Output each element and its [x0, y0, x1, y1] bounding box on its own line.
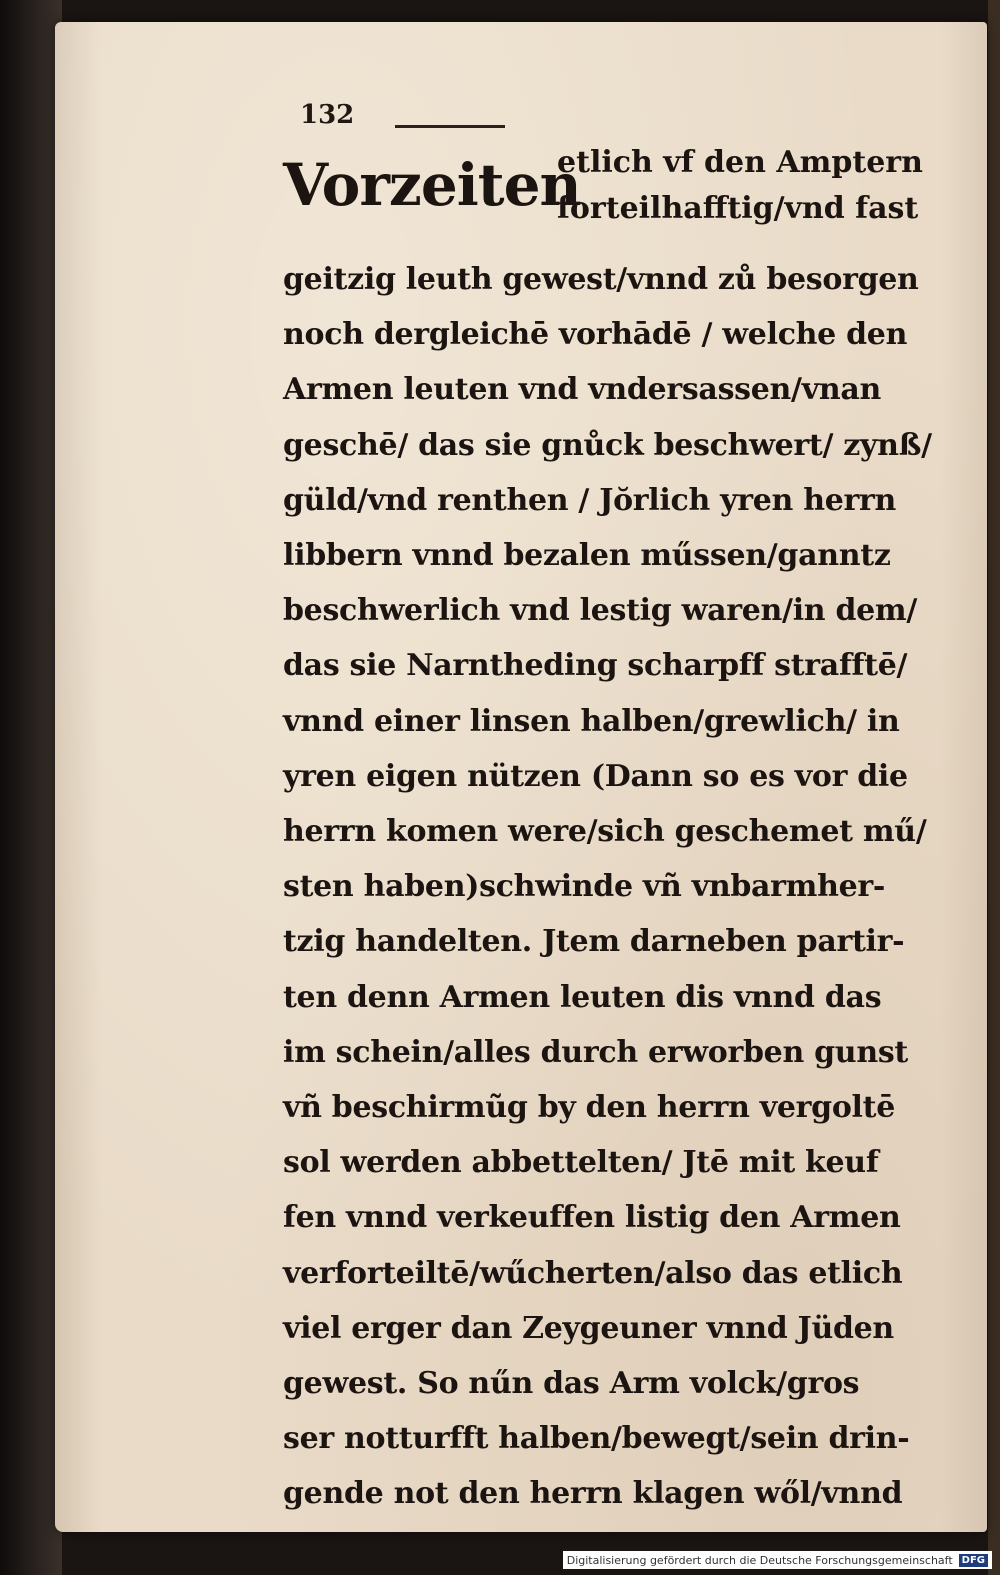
- text-line: gende not den herrn klagen wől/vnnd: [283, 1476, 903, 1512]
- text-line: forteilhafftig/vnd fast: [557, 191, 919, 226]
- text-line: geitzig leuth gewest/vnnd zů besorgen: [283, 262, 919, 297]
- digitization-credit: [563, 1551, 992, 1569]
- text-line: sten haben)schwinde vñ vnbarmher-: [283, 869, 886, 905]
- text-line: güld/vnd renthen / Jŏrlich yren herrn: [283, 482, 897, 518]
- text-line: yren eigen nützen (Dann so es vor die: [283, 758, 908, 794]
- text-line: verforteiltē/wűcherten/also das etlich: [283, 1255, 903, 1291]
- opening-lines: [557, 140, 923, 232]
- text-line: etlich vf den Amptern: [557, 145, 923, 180]
- text-line: fen vnnd verkeuffen listig den Armen: [283, 1200, 901, 1236]
- text-line: ten denn Armen leuten dis vnnd das: [283, 979, 882, 1015]
- book-edge-right: [988, 0, 1000, 1575]
- text-line: gewest. So nűn das Arm volck/gros: [283, 1366, 860, 1402]
- book-edge-left: [0, 0, 62, 1575]
- text-line: vñ beschirmũg by den herrn vergoltē: [283, 1090, 895, 1126]
- text-line: geschē/ das sie gnůck beschwert/ zynß/: [283, 427, 932, 463]
- opening-row: [283, 140, 948, 252]
- text-line: tzig handelten. Jtem darneben partir-: [283, 924, 905, 960]
- header-rule: [395, 125, 505, 128]
- text-line: das sie Narntheding scharpff strafftē/: [283, 648, 908, 684]
- dfg-logo: DFG: [959, 1554, 988, 1567]
- text-line: im schein/alles durch erworben gunst: [283, 1034, 908, 1070]
- page-number: 132: [300, 100, 355, 130]
- text-line: libbern vnnd bezalen műssen/ganntz: [283, 538, 891, 574]
- text-line: vnnd einer linsen halben/grewlich/ in: [283, 703, 900, 739]
- text-line: herrn komen were/sich geschemet mű/: [283, 814, 927, 850]
- initial-word: Vorzeiten: [283, 151, 581, 219]
- text-line: viel erger dan Zeygeuner vnnd Jüden: [283, 1310, 894, 1346]
- text-line: ser notturfft halben/bewegt/sein drin-: [283, 1421, 910, 1457]
- text-line: sol werden abbettelten/ Jtē mit keuf: [283, 1145, 879, 1181]
- text-line: beschwerlich vnd lestig waren/in dem/: [283, 593, 918, 629]
- text-line: Armen leuten vnd vndersassen/vnan: [283, 372, 881, 408]
- text-block: [283, 140, 948, 1522]
- text-line: noch dergleichē vorhādē / welche den: [283, 317, 908, 353]
- credit-text: Digitalisierung gefördert durch die Deutsche Forschungsgemeinschaft: [566, 1553, 953, 1567]
